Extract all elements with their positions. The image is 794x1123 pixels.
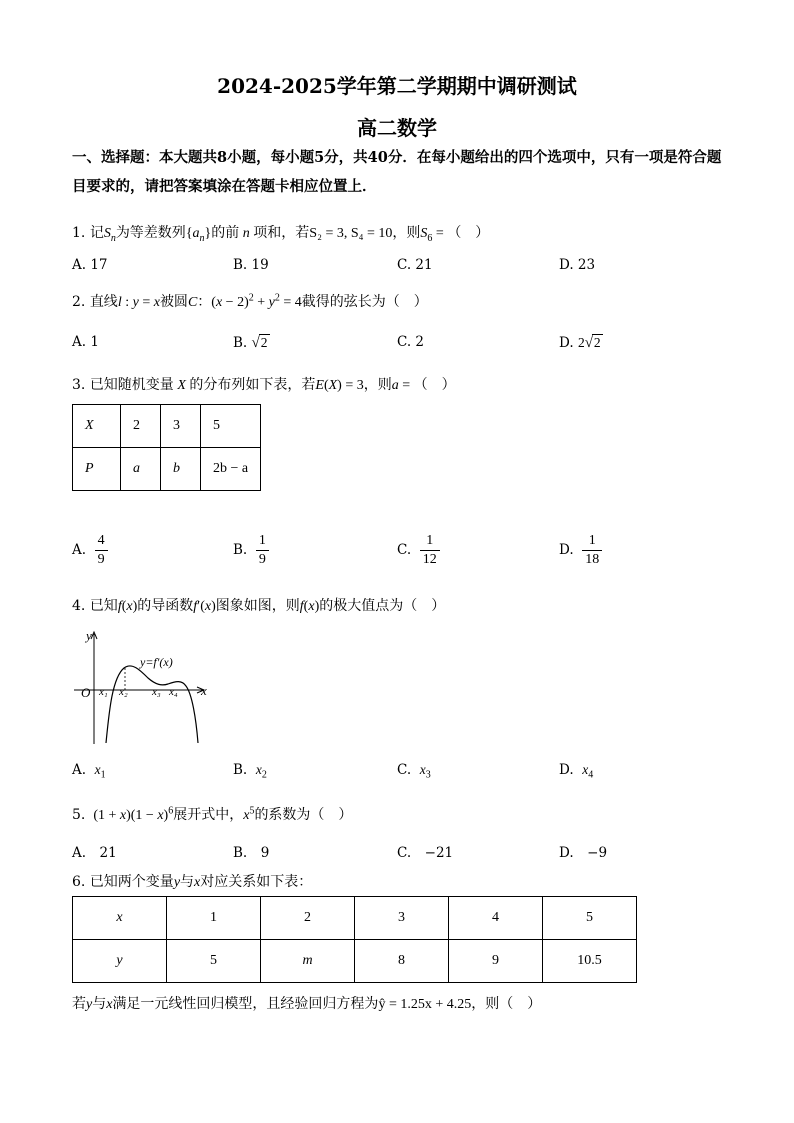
option-c: C. 21 [397, 257, 433, 273]
curve-label: y=f′(x) [140, 655, 173, 669]
x2-label: x₂ [119, 686, 128, 698]
x3-label: x₃ [152, 686, 161, 698]
table-cell: 3 [355, 897, 449, 940]
question-number: 2. [72, 294, 86, 310]
xy-table [72, 896, 637, 983]
origin-label: O [81, 685, 91, 700]
option-a: A. $x_1$ [72, 762, 106, 781]
x4-label: x₄ [169, 686, 178, 698]
option-c: C. $x_3$ [397, 762, 431, 781]
table-cell: 5 [543, 897, 637, 940]
table-cell: P [73, 448, 121, 491]
question-number: 5. [72, 807, 86, 823]
table-cell: X [73, 405, 121, 448]
option-d: D. $\frac{1}{18}$ [559, 532, 602, 569]
table-row [73, 405, 261, 448]
section-header: 一、选择题：本大题共8小题，每小题5分，共40分．在每小题给出的四个选项中，只有一项是符合题目要求的，请把答案填涂在答题卡相应位置上． [72, 149, 722, 195]
question-6: 6. 已知两个变量y与x对应关系如下表： [72, 874, 313, 890]
question-4: 4. 已知f(x)的导函数f′(x)图象如图，则f(x)的极大值点为（ ） [72, 598, 446, 614]
x1-label: x₁ [99, 686, 108, 698]
table-cell: 10.5 [543, 940, 637, 983]
option-b: B. 9 [233, 845, 270, 861]
question-6-continuation: 若y与x满足一元线性回归模型，且经验回归方程为ŷ = 1.25x + 4.25，则（ ） [72, 996, 542, 1012]
option-d: D. 23 [559, 257, 596, 273]
question-number: 6. [72, 874, 86, 890]
q1-expression: S₂ = 3, S₄ = 10 [309, 226, 393, 241]
table-cell: 4 [449, 897, 543, 940]
option-a: A. 1 [72, 334, 99, 350]
x-axis-label: x [201, 683, 207, 698]
table-cell: 2 [261, 897, 355, 940]
question-5: 5. $(1 + x)(1 - x)^6$展开式中，$x^5$的系数为（ ） [72, 805, 353, 823]
option-b: B. √2 [233, 335, 268, 351]
option-d: D. 2√2 [559, 335, 601, 351]
question-number: 1. [72, 225, 86, 241]
y-axis-label: y [86, 628, 92, 643]
table-cell: m [261, 940, 355, 983]
table-cell: 5 [167, 940, 261, 983]
option-a: A. 17 [72, 257, 108, 273]
question-2: 2. 直线l : y = x被圆C：$(x - 2)^2 + y^2 = 4$截得的弦长为（ ） [72, 292, 428, 310]
derivative-graph [72, 628, 222, 746]
question-number: 3. [72, 377, 86, 393]
question-1: 1. 记$S_n$为等差数列$\{a_n\}$的前 n 项和，若S₂ = 3, S₄ = 10，则$S_6$ = （ ） [72, 225, 490, 244]
table-row [73, 897, 637, 940]
page-subtitle: 高二数学 [357, 116, 437, 140]
option-b: B. 19 [233, 257, 269, 273]
derivative-curve [106, 666, 198, 743]
option-a: A. $\frac{4}{9}$ [72, 532, 108, 569]
option-b: B. $x_2$ [233, 762, 267, 781]
question-number: 4. [72, 598, 86, 614]
table-cell: 9 [449, 940, 543, 983]
distribution-table [72, 404, 261, 491]
table-cell: 8 [355, 940, 449, 983]
regression-equation: ŷ = 1.25x + 4.25 [378, 997, 472, 1012]
table-row [73, 448, 261, 491]
option-d: D. −9 [559, 845, 608, 861]
option-d: D. $x_4$ [559, 762, 594, 781]
question-3: 3. 已知随机变量 X 的分布列如下表，若E(X) = 3，则a = （ ） [72, 377, 456, 393]
table-cell: 5 [201, 405, 261, 448]
table-cell: 2b − a [201, 448, 261, 491]
table-row [73, 940, 637, 983]
table-cell: 1 [167, 897, 261, 940]
option-c: C. 2 [397, 334, 425, 350]
table-cell: 2 [121, 405, 161, 448]
option-c: C. $\frac{1}{12}$ [397, 532, 440, 569]
table-cell: x [73, 897, 167, 940]
table-cell: b [161, 448, 201, 491]
page-title: 2024-2025学年第二学期期中调研测试 [217, 74, 577, 98]
option-b: B. $\frac{1}{9}$ [233, 532, 269, 569]
table-cell: a [121, 448, 161, 491]
table-cell: 3 [161, 405, 201, 448]
option-a: A. 21 [72, 845, 117, 861]
option-c: C. −21 [397, 845, 454, 861]
table-cell: y [73, 940, 167, 983]
